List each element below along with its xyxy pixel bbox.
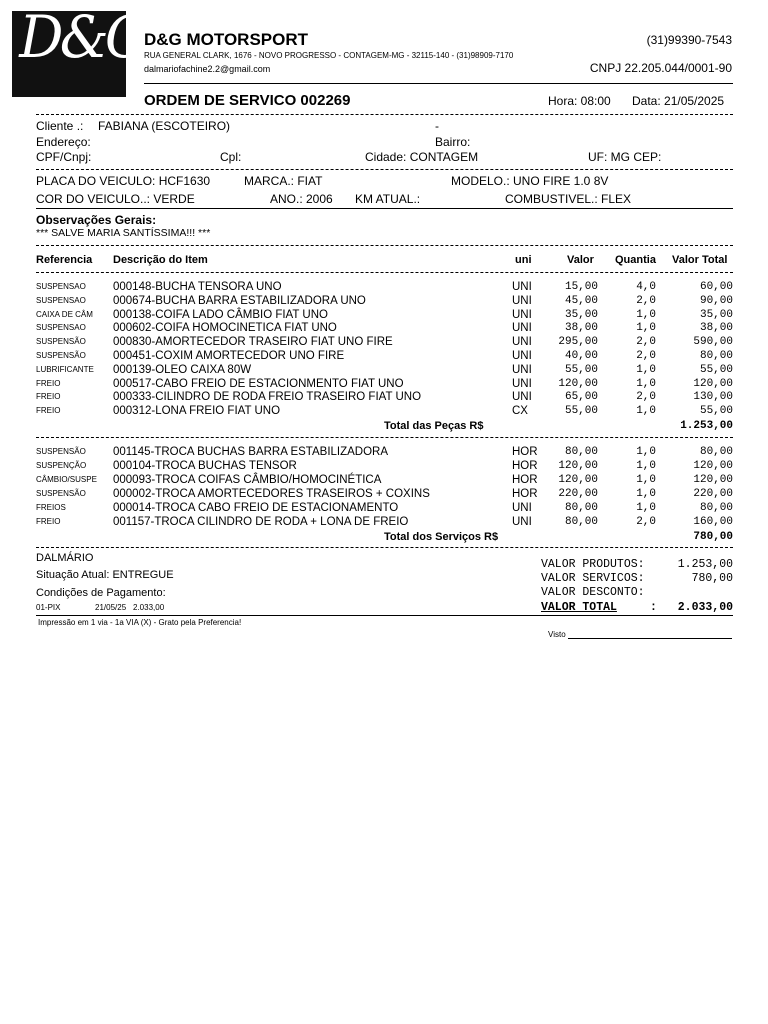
client-name: FABIANA (ESCOTEIRO) [98,119,231,133]
row-category: SUSPENSAO [36,295,86,305]
observations-title: Observações Gerais: [36,213,157,227]
table-row [0,502,768,516]
state-zip-field: UF: MG CEP: [588,150,662,164]
divider [36,208,733,209]
company-phone: (31)99390-7543 [646,33,732,47]
row-category: SUSPENSÃO [36,337,86,347]
row-unit: UNI [512,322,532,335]
table-row [0,405,768,419]
row-description: 000148-BUCHA TENSORA UNO [113,281,282,293]
signature-label: Visto [548,630,566,639]
row-price: 120,00 [558,474,598,486]
row-category: FREIO [36,392,61,402]
summary-total-label: VALOR TOTAL [541,601,617,614]
row-quantity: 2,0 [636,350,656,362]
row-total: 120,00 [693,474,733,486]
col-uni: uni [515,254,532,266]
vehicle-brand: MARCA.: FIAT [244,174,323,188]
row-total: 80,00 [699,446,733,458]
order-date: Data: 21/05/2025 [632,94,725,108]
table-row [0,336,768,350]
row-total: 35,00 [699,308,733,321]
row-category: FREIO [36,378,61,388]
row-quantity: 1,0 [636,308,656,321]
row-price: 65,00 [564,391,598,404]
row-price: 55,00 [564,405,598,418]
col-referencia: Referencia [36,254,93,266]
vehicle-km: KM ATUAL.: [355,192,421,206]
vehicle-fuel: COMBUSTIVEL.: FLEX [505,192,632,206]
row-quantity: 4,0 [636,281,656,293]
divider [36,272,733,273]
row-quantity: 1,0 [636,377,656,390]
summary-products-label: VALOR PRODUTOS: [541,558,645,571]
row-unit: UNI [512,281,532,293]
mechanic-name: DALMÁRIO [36,552,94,564]
row-price: 120,00 [558,460,598,472]
summary-services-value: 780,00 [691,572,733,585]
row-unit: UNI [512,502,532,514]
divider [36,437,733,438]
row-unit: HOR [512,488,538,500]
client-dash: - [435,119,439,133]
divider [36,615,733,616]
row-total: 60,00 [699,281,733,293]
summary-discount-label: VALOR DESCONTO: [541,586,645,599]
vehicle-plate: PLACA DO VEICULO: HCF1630 [36,174,211,188]
row-description: 000139-OLEO CAIXA 80W [113,363,252,376]
row-price: 80,00 [564,446,598,458]
row-price: 35,00 [564,308,598,321]
col-quantia: Quantia [615,254,656,266]
row-category: SUSPENÇÃO [36,461,87,470]
row-total: 220,00 [693,488,733,500]
table-row [0,281,768,295]
vehicle-model: MODELO.: UNO FIRE 1.0 8V [451,174,609,188]
observations-text: *** SALVE MARIA SANTÍSSIMA!!! *** [36,227,211,239]
row-description: 000517-CABO FREIO DE ESTACIONMENTO FIAT UNO [113,377,404,390]
divider [36,245,733,246]
row-unit: HOR [512,474,538,486]
row-category: SUSPENSAO [36,323,86,333]
row-price: 55,00 [564,363,598,376]
order-time: Hora: 08:00 [548,94,611,108]
row-quantity: 1,0 [636,488,656,500]
row-total: 55,00 [699,405,733,418]
summary-products-value: 1.253,00 [677,558,733,571]
row-total: 120,00 [693,377,733,390]
row-category: SUSPENSÃO [36,351,86,360]
services-total-value: 780,00 [693,531,733,543]
table-row [0,364,768,378]
row-unit: CX [512,405,528,418]
summary-total-colon: : [650,601,657,614]
row-quantity: 1,0 [636,460,656,472]
row-description: 000138-COIFA LADO CÂMBIO FIAT UNO [113,308,328,321]
signature-line [568,638,732,639]
row-quantity: 1,0 [636,502,656,514]
row-description: 000451-COXIM AMORTECEDOR UNO FIRE [113,350,345,362]
row-category: SUSPENSAO [36,282,86,291]
table-row [0,460,768,474]
status-field: Situação Atual: ENTREGUE [36,569,174,581]
row-price: 295,00 [558,336,598,349]
logo-text: D&G [19,3,146,71]
row-category: LUBRIFICANTE [36,364,94,374]
company-name: D&G MOTORSPORT [144,30,309,49]
company-logo [12,3,146,97]
table-row [0,446,768,460]
divider [36,169,733,170]
row-total: 38,00 [699,322,733,335]
row-total: 130,00 [693,391,733,404]
row-price: 120,00 [558,377,598,390]
table-row [0,474,768,488]
row-category: CAIXA DE CÂM [36,309,93,319]
row-description: 000602-COIFA HOMOCINETICA FIAT UNO [113,322,337,335]
complement-label: Cpl: [220,150,242,164]
row-quantity: 2,0 [636,294,656,307]
row-total: 80,00 [699,502,733,514]
row-quantity: 1,0 [636,363,656,376]
summary-total-value: 2.033,00 [677,601,733,614]
summary-services-label: VALOR SERVICOS: [541,572,645,585]
client-label: Cliente .: [36,119,84,133]
row-category: CÂMBIO/SUSPE [36,475,97,484]
row-price: 40,00 [564,350,598,362]
company-cnpj: CNPJ 22.205.044/0001-90 [589,61,732,75]
row-unit: UNI [512,308,532,321]
col-valor: Valor [567,254,594,266]
row-unit: UNI [512,516,532,528]
row-category: FREIO [36,517,61,526]
row-quantity: 2,0 [636,391,656,404]
row-description: 000002-TROCA AMORTECEDORES TRASEIROS + COXINS [113,488,430,500]
row-total: 90,00 [699,294,733,307]
row-quantity: 2,0 [636,336,656,349]
row-quantity: 1,0 [636,322,656,335]
order-title: ORDEM DE SERVICO 002269 [144,92,351,109]
row-description: 000104-TROCA BUCHAS TENSOR [113,460,297,472]
row-category: SUSPENSÃO [36,489,86,498]
row-total: 80,00 [699,350,733,362]
row-category: SUSPENSÃO [36,447,86,456]
district-label: Bairro: [435,135,471,149]
payment-value: 2.033,00 [133,603,165,612]
payment-conditions-label: Condições de Pagamento: [36,587,166,599]
row-quantity: 2,0 [636,516,656,528]
row-unit: UNI [512,350,532,362]
table-row [0,378,768,392]
row-unit: UNI [512,336,532,349]
row-price: 15,00 [564,281,598,293]
vehicle-year: ANO.: 2006 [270,192,333,206]
row-description: 001157-TROCA CILINDRO DE RODA + LONA DE FREIO [113,516,409,528]
row-total: 590,00 [693,336,733,349]
parts-total-label: Total das Peças R$ [384,420,484,432]
table-row [0,516,768,530]
row-quantity: 1,0 [636,474,656,486]
city-field: Cidade: CONTAGEM [365,150,479,164]
row-description: 001145-TROCA BUCHAS BARRA ESTABILIZADORA [113,446,389,458]
row-unit: UNI [512,377,532,390]
payment-method: 01-PIX [36,603,61,612]
divider [144,83,733,84]
row-price: 38,00 [564,322,598,335]
row-price: 80,00 [564,502,598,514]
table-row [0,391,768,405]
table-row [0,309,768,323]
row-description: 000014-TROCA CABO FREIO DE ESTACIONAMENTO [113,502,399,514]
row-unit: HOR [512,460,538,472]
row-unit: HOR [512,446,538,458]
row-total: 55,00 [699,363,733,376]
divider [36,547,733,548]
row-price: 80,00 [564,516,598,528]
table-row [0,322,768,336]
payment-date: 21/05/25 [95,603,127,612]
row-description: 000674-BUCHA BARRA ESTABILIZADORA UNO [113,294,366,307]
divider [36,114,733,115]
table-row [0,350,768,364]
services-total-label: Total dos Serviços R$ [384,531,499,543]
cpf-label: CPF/Cnpj: [36,150,92,164]
row-quantity: 1,0 [636,405,656,418]
col-descricao: Descrição do Item [113,254,208,266]
row-unit: UNI [512,391,532,404]
row-description: 000333-CILINDRO DE RODA FREIO TRASEIRO FIAT UNO [113,391,422,404]
row-unit: UNI [512,294,532,307]
row-total: 160,00 [693,516,733,528]
print-note: Impressão em 1 via - 1a VIA (X) - Grato pela Preferencia! [38,618,242,627]
table-row [0,488,768,502]
address-label: Endereço: [36,135,91,149]
parts-total-value: 1.253,00 [680,420,733,432]
company-email: dalmariofachine2.2@gmail.com [144,64,271,74]
row-description: 000093-TROCA COIFAS CÂMBIO/HOMOCINÉTICA [113,474,382,486]
row-quantity: 1,0 [636,446,656,458]
table-row [0,295,768,309]
col-valor-total: Valor Total [672,254,728,266]
vehicle-color: COR DO VEICULO..: VERDE [36,192,195,206]
company-address: RUA GENERAL CLARK, 1676 - NOVO PROGRESSO - CONTAGEM-MG - 32115-140 - (31)98909-7170 [144,51,514,60]
row-description: 000312-LONA FREIO FIAT UNO [113,405,281,418]
row-category: FREIOS [36,503,66,512]
row-category: FREIO [36,406,61,416]
row-price: 45,00 [564,294,598,307]
row-total: 120,00 [693,460,733,472]
row-price: 220,00 [558,488,598,500]
row-unit: UNI [512,363,532,376]
row-description: 000830-AMORTECEDOR TRASEIRO FIAT UNO FIRE [113,336,393,349]
